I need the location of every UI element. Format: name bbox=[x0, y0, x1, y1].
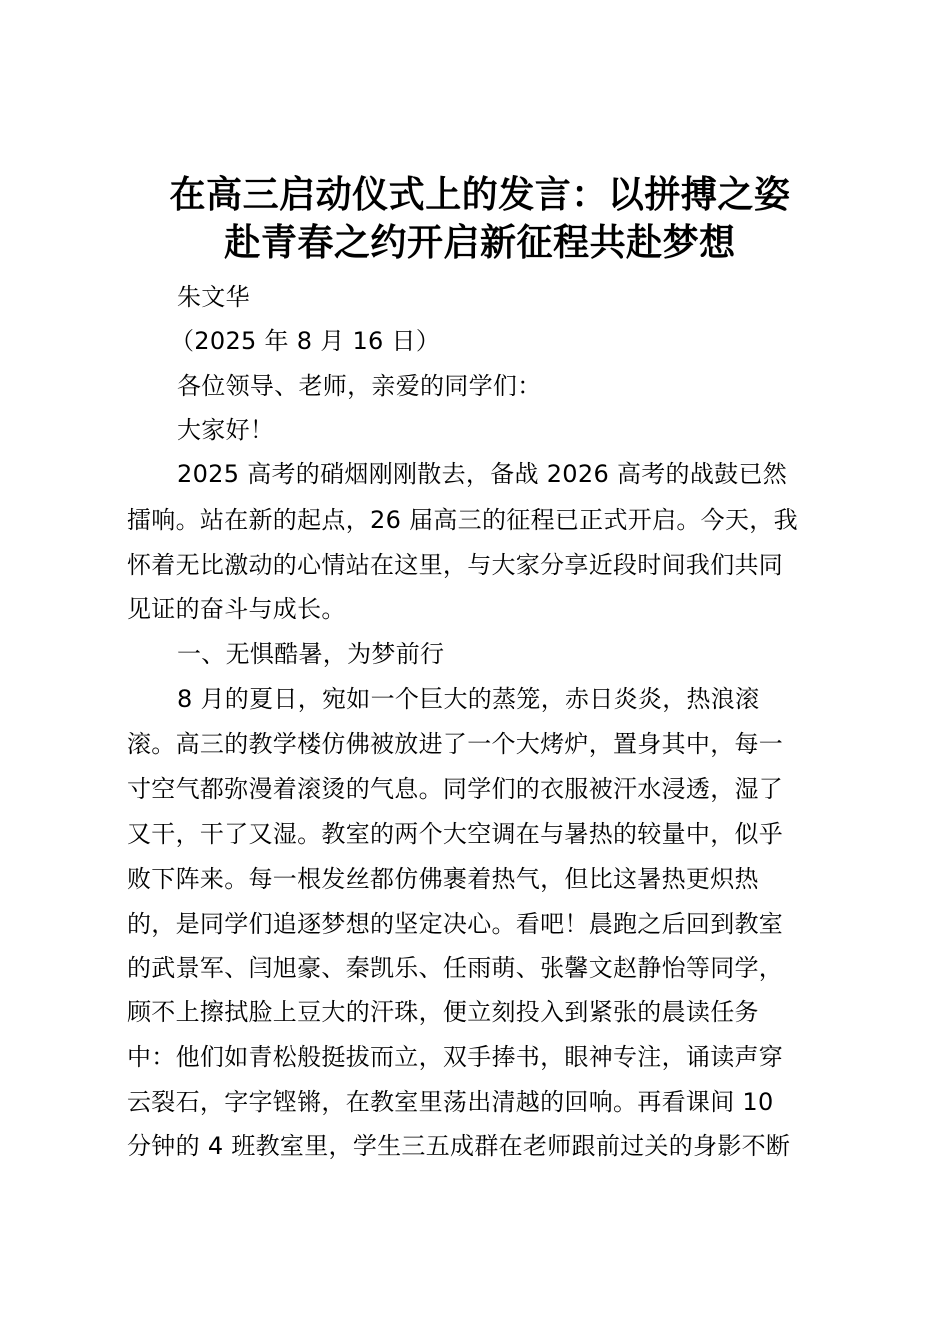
author-name: 朱文华 bbox=[177, 283, 250, 311]
paragraph-2-line: 分钟的 4 班教室里，学生三五成群在老师跟前过关的身影不断 bbox=[127, 1132, 791, 1160]
section-heading-1: 一、无惧酷暑，为梦前行 bbox=[177, 640, 445, 668]
paragraph-2-line: 败下阵来。每一根发丝都仿佛裹着热气，但比这暑热更炽热 bbox=[127, 865, 759, 893]
paragraph-2-line: 中：他们如青松般挺拔而立，双手捧书，眼神专注，诵读声穿 bbox=[127, 1043, 784, 1071]
paragraph-2-line: 云裂石，字字铿锵，在教室里荡出清越的回响。再看课间 10 bbox=[127, 1088, 774, 1116]
salutation: 各位领导、老师，亲爱的同学们： bbox=[177, 372, 542, 400]
speech-date: （2025 年 8 月 16 日） bbox=[170, 327, 441, 355]
paragraph-2-line: 滚。高三的教学楼仿佛被放进了一个大烤炉，置身其中，每一 bbox=[127, 730, 784, 758]
paragraph-2-line: 8 月的夏日，宛如一个巨大的蒸笼，赤日炎炎，热浪滚 bbox=[177, 685, 760, 713]
paragraph-2-line: 的，是同学们追逐梦想的坚定决心。看吧！晨跑之后回到教室 bbox=[127, 910, 784, 938]
document-title-line-1: 在高三启动仪式上的发言：以拼搏之姿 bbox=[169, 173, 791, 216]
paragraph-2-line: 又干，干了又湿。教室的两个大空调在与暑热的较量中，似乎 bbox=[127, 820, 784, 848]
paragraph-2-line: 寸空气都弥漫着滚烫的气息。同学们的衣服被汗水浸透，湿了 bbox=[127, 775, 784, 803]
document-title-line-2: 赴青春之约开启新征程共赴梦想 bbox=[224, 221, 736, 264]
paragraph-2-line: 顾不上擦拭脸上豆大的汗珠，便立刻投入到紧张的晨读任务 bbox=[127, 998, 759, 1026]
paragraph-2-line: 的武景军、闫旭豪、秦凯乐、任雨萌、张馨文赵静怡等同学， bbox=[127, 954, 784, 982]
paragraph-1-line: 怀着无比激动的心情站在这里，与大家分享近段时间我们共同 bbox=[127, 551, 784, 579]
greeting: 大家好！ bbox=[177, 416, 275, 444]
paragraph-1-line: 擂响。站在新的起点，26 届高三的征程已正式开启。今天，我 bbox=[127, 506, 798, 534]
paragraph-1-line: 见证的奋斗与成长。 bbox=[127, 595, 346, 623]
paragraph-1-line: 2025 高考的硝烟刚刚散去，备战 2026 高考的战鼓已然 bbox=[177, 460, 788, 488]
